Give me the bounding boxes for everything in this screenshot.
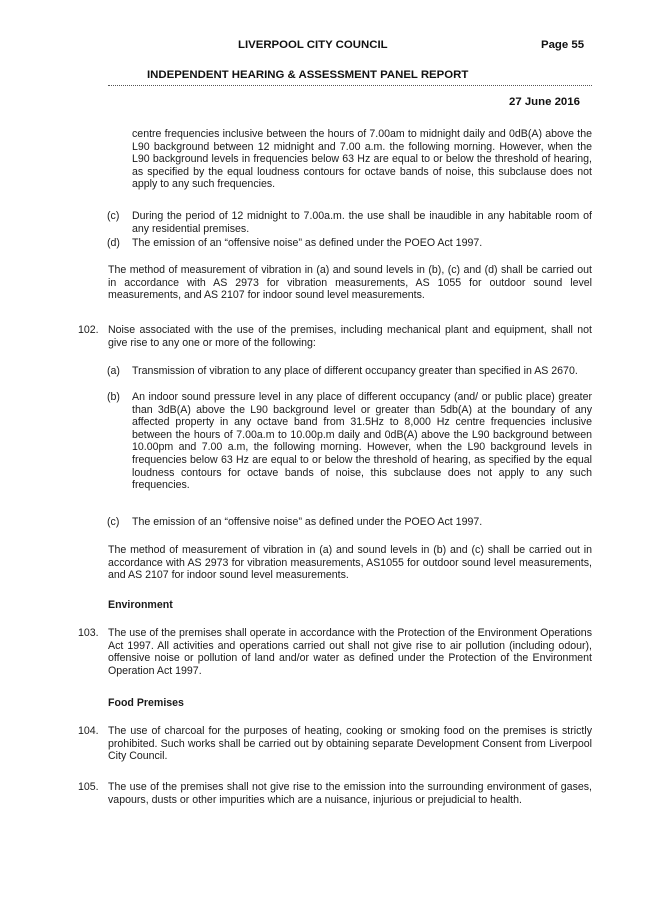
clause-102b [107,391,592,492]
report-title: INDEPENDENT HEARING & ASSESSMENT PANEL REPORT [147,69,469,81]
clause-101c [107,210,592,235]
clause-105-number: 105. [78,781,99,793]
clause-101b-continued: centre frequencies inclusive between the hours of 7.00am to midnight daily and 0dB(A) above the L90 background between 12 midnight and 7.00 a.m. the following morning. However, when the L90 background levels in frequencies below 63 Hz are equal to or below the threshold of hearing, as specified by the equal loudness contours for octave bands of noise, this subclause does not apply to any such frequencies. [132,128,592,191]
sub-text: Transmission of vibration to any place of different occupancy greater than specified in AS 2670. [132,365,578,377]
sub-label: (a) [107,365,120,377]
sub-label: (c) [107,210,120,222]
sub-text: The emission of an “offensive noise” as defined under the POEO Act 1997. [132,516,483,528]
clause-102-intro: Noise associated with the use of the premises, including mechanical plant and equipment, shall not give rise to any one or more of the following: [108,324,592,349]
clause-104-text: The use of charcoal for the purposes of heating, cooking or smoking food on the premises is strictly prohibited. Such works shall be carried out by obtaining separate Development Consent from Liverpool City Council. [108,725,592,763]
clause-101-method: The method of measurement of vibration in (a) and sound levels in (b), (c) and (d) shall be carried out in accordance with AS 2973 for vibration measurements, AS 1055 for outdoor sound level measurements, and AS 2107 for indoor sound level measurements. [108,264,592,302]
sub-label: (d) [107,237,120,249]
council-name: LIVERPOOL CITY COUNCIL [238,39,388,51]
sub-label: (b) [107,391,120,403]
section-heading-food-premises: Food Premises [108,697,184,709]
sub-text: The emission of an “offensive noise” as defined under the POEO Act 1997. [132,237,483,249]
report-date: 27 June 2016 [509,96,580,108]
clause-104-number: 104. [78,725,99,737]
sub-text: An indoor sound pressure level in any place of different occupancy (and/ or public place) greater than 3dB(A) above the L90 background level or greater than 5db(A) at the boundary of any affected property in any octave band from 31.5Hz to 8,000 Hz centre frequencies inclusive between the hours of 7.00a.m to 10.00p.m daily and 0dB(A) above the L90 background between 10.00pm and 7.00 a.m, the following morning. However, when the L90 background levels in frequencies below 63 Hz are equal to or below the threshold of hearing, as specified by the equal loudness contours for octave bands of noise, this subclause does not apply to any such frequencies. [132,391,592,492]
header-divider [108,85,592,86]
clause-103-text: The use of the premises shall operate in accordance with the Protection of the Environment Operations Act 1997. All activities and operations carried out shall not give rise to air pollution (including odour), offensive noise or pollution of land and/or water as defined under the Protection of the Environment Operation Act 1997. [108,627,592,677]
section-heading-environment: Environment [108,599,173,611]
sub-label: (c) [107,516,120,528]
clause-102c [107,516,592,529]
sub-text: During the period of 12 midnight to 7.00a.m. the use shall be inaudible in any habitable room of any residential premises. [132,210,592,235]
clause-102-method: The method of measurement of vibration in (a) and sound levels in (b) and (c) shall be carried out in accordance with AS 2973 for vibration measurements, AS1055 for outdoor sound level measurements, and AS 2107 for indoor sound level measurements. [108,544,592,582]
page-number: Page 55 [541,39,585,51]
clause-102a [107,365,592,378]
clause-101d [107,237,592,250]
clause-105-text: The use of the premises shall not give rise to the emission into the surrounding environment of gases, vapours, dusts or other impurities which are a nuisance, injurious or prejudicial to health. [108,781,592,806]
clause-102-number: 102. [78,324,99,336]
clause-103-number: 103. [78,627,99,639]
